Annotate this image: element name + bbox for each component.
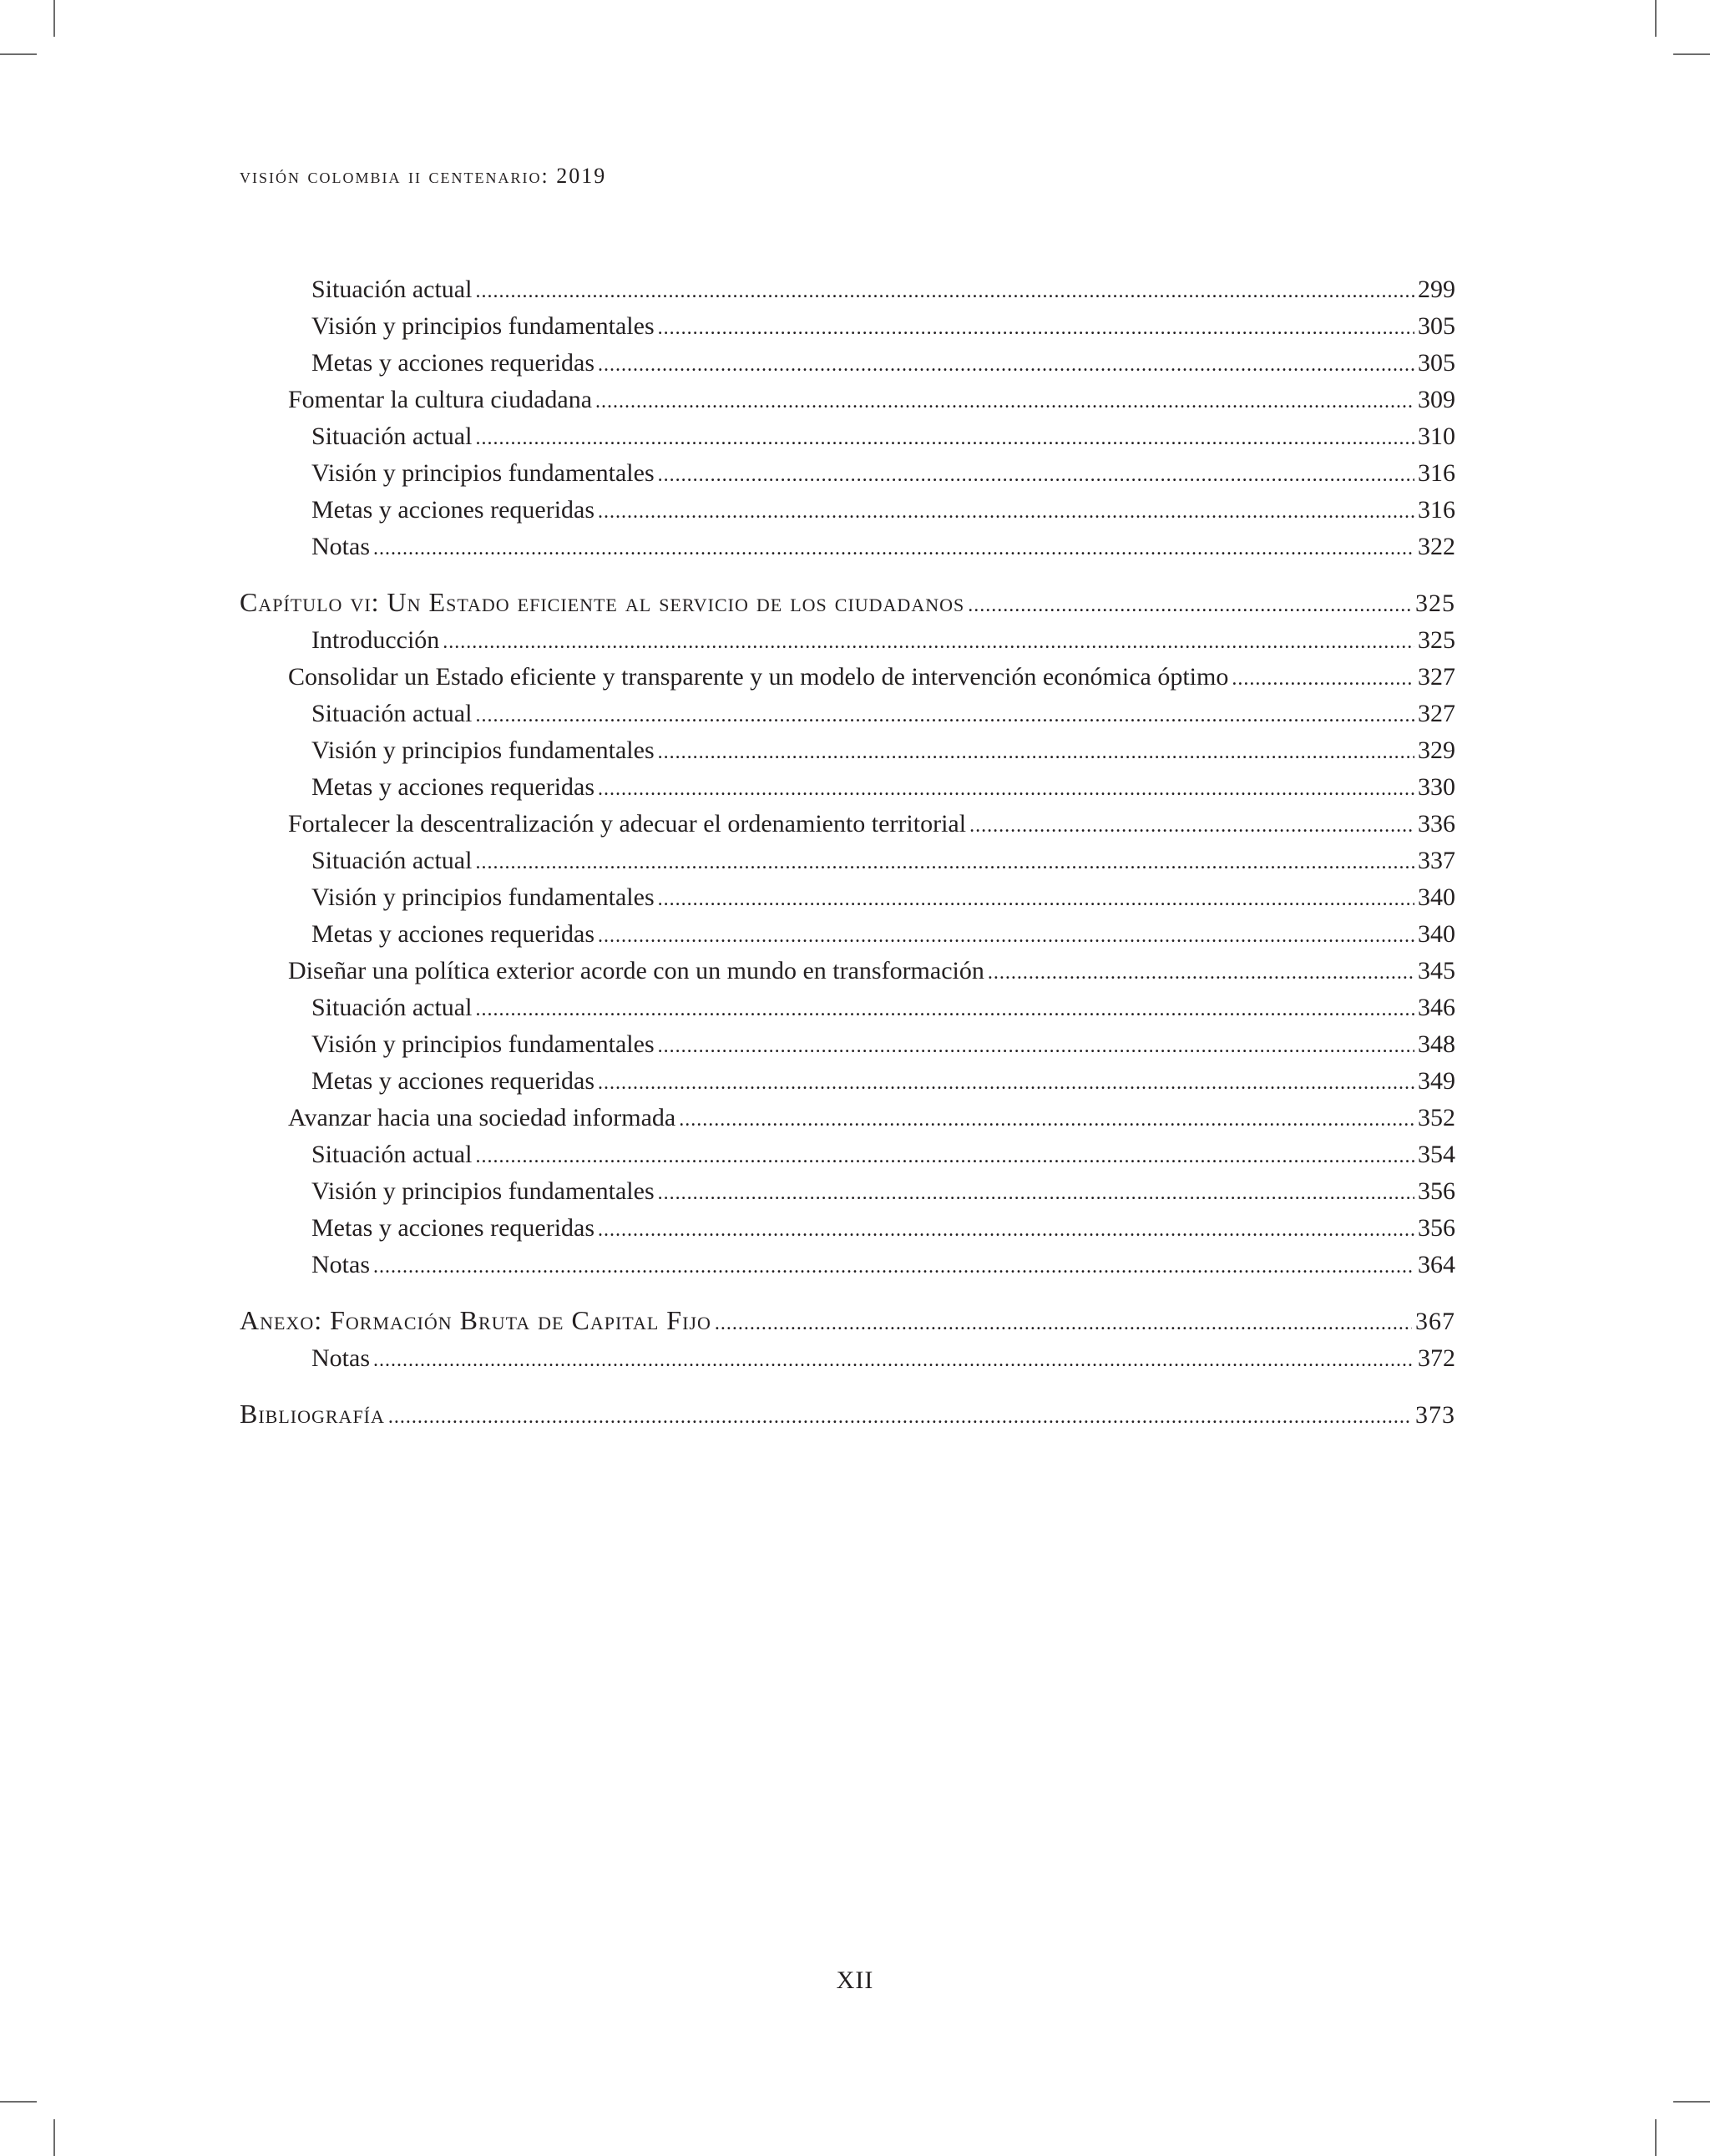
dot-leader: [988, 955, 1414, 990]
toc-entry[interactable]: [240, 529, 1455, 566]
toc-entry-title: Situación actual: [311, 700, 473, 727]
toc-entry-title: Avanzar hacia una sociedad informada: [288, 1104, 676, 1131]
crop-mark-bottom-left-vertical: [53, 2119, 55, 2156]
crop-mark-top-right-vertical: [1655, 0, 1657, 37]
toc-entry-page: 309: [1418, 386, 1455, 413]
toc-entry[interactable]: [240, 1396, 1455, 1435]
crop-mark-top-left-horizontal: [0, 53, 37, 55]
toc-entry[interactable]: [240, 880, 1455, 917]
dot-leader: [658, 735, 1414, 770]
toc-entry-title: Visión y principios fundamentales: [311, 1030, 655, 1058]
toc-entry[interactable]: [240, 917, 1455, 954]
toc-entry[interactable]: [240, 382, 1455, 419]
toc-entry-page: 372: [1418, 1344, 1455, 1372]
dot-leader: [475, 421, 1414, 456]
crop-mark-bottom-left-horizontal: [0, 2101, 37, 2103]
toc-entry-title: Bibliografía: [240, 1399, 385, 1429]
toc-entry[interactable]: [240, 1137, 1455, 1174]
toc-entry[interactable]: [240, 623, 1455, 660]
toc-entry[interactable]: [240, 843, 1455, 880]
dot-leader: [388, 1399, 1412, 1435]
toc-entry-title: Capítulo vi: Un Estado eficiente al servicio de los ciudadanos: [240, 587, 965, 617]
dot-leader: [373, 531, 1414, 566]
toc-entry-page: 367: [1415, 1308, 1455, 1335]
toc-entry[interactable]: [240, 1211, 1455, 1248]
toc-entry-page: 310: [1418, 423, 1455, 450]
toc-entry-page: 337: [1418, 847, 1455, 874]
toc-entry[interactable]: [240, 660, 1455, 696]
toc-entry[interactable]: [240, 309, 1455, 346]
toc-entry-title: Situación actual: [311, 1141, 473, 1168]
toc-entry-title: Metas y acciones requeridas: [311, 496, 595, 524]
toc-entry[interactable]: [240, 456, 1455, 493]
toc-entry-title: Situación actual: [311, 423, 473, 450]
dot-leader: [443, 625, 1414, 660]
dot-leader: [475, 845, 1414, 880]
toc-entry-title: Visión y principios fundamentales: [311, 736, 655, 764]
toc-entry[interactable]: [240, 1064, 1455, 1101]
toc-entry-page: 349: [1418, 1067, 1455, 1095]
toc-entry-title: Metas y acciones requeridas: [311, 1214, 595, 1242]
toc-entry-title: Fomentar la cultura ciudadana: [288, 386, 593, 413]
toc-entry-page: 327: [1418, 663, 1455, 691]
toc-entry-page: 340: [1418, 883, 1455, 911]
toc-entry-page: 316: [1418, 459, 1455, 487]
dot-leader: [598, 347, 1414, 382]
dot-leader: [715, 1306, 1412, 1341]
dot-leader: [598, 1065, 1414, 1101]
toc-entry[interactable]: [240, 1341, 1455, 1378]
crop-mark-bottom-right-horizontal: [1673, 2101, 1710, 2103]
dot-leader: [595, 384, 1414, 419]
toc-entry-title: Anexo: Formación Bruta de Capital Fijo: [240, 1305, 711, 1335]
dot-leader: [598, 1212, 1414, 1248]
dot-leader: [658, 1029, 1414, 1064]
toc-entry[interactable]: [240, 1027, 1455, 1064]
toc-entry[interactable]: [240, 1248, 1455, 1284]
toc-entry-title: Notas: [311, 1344, 370, 1372]
dot-leader: [598, 772, 1414, 807]
toc-entry-page: 354: [1418, 1141, 1455, 1168]
dot-leader: [658, 458, 1414, 493]
toc-entry-page: 330: [1418, 773, 1455, 801]
toc-entry-page: 356: [1418, 1214, 1455, 1242]
toc-entry-page: 299: [1418, 276, 1455, 303]
toc-entry-title: Visión y principios fundamentales: [311, 312, 655, 340]
toc-entry-page: 329: [1418, 736, 1455, 764]
dot-leader: [373, 1343, 1414, 1378]
toc-entry-page: 305: [1418, 312, 1455, 340]
toc-entry-title: Introducción: [311, 626, 440, 654]
toc-entry-page: 322: [1418, 533, 1455, 560]
toc-entry-title: Fortalecer la descentralización y adecuar el ordenamiento territorial: [288, 810, 967, 838]
toc-entry-title: Metas y acciones requeridas: [311, 1067, 595, 1095]
toc-entry[interactable]: [240, 770, 1455, 807]
toc-entry-page: 327: [1418, 700, 1455, 727]
toc-entry[interactable]: [240, 419, 1455, 456]
dot-leader: [475, 274, 1414, 309]
toc-entry[interactable]: [240, 733, 1455, 770]
crop-mark-bottom-right-vertical: [1655, 2119, 1657, 2156]
toc-entry-title: Situación actual: [311, 847, 473, 874]
dot-leader: [598, 494, 1414, 529]
dot-leader: [658, 1176, 1414, 1211]
dot-leader: [1232, 661, 1414, 696]
toc-entry-title: Metas y acciones requeridas: [311, 920, 595, 948]
toc-entry-title: Notas: [311, 533, 370, 560]
toc-entry-title: Visión y principios fundamentales: [311, 883, 655, 911]
dot-leader: [658, 882, 1414, 917]
toc-entry-page: 356: [1418, 1177, 1455, 1205]
toc-entry-page: 325: [1418, 626, 1455, 654]
toc-entry-title: Consolidar un Estado eficiente y transparente y un modelo de intervención económica óptimo: [288, 663, 1229, 691]
toc-entry-page: 373: [1415, 1401, 1455, 1429]
toc-entry[interactable]: [240, 585, 1455, 623]
toc-entry[interactable]: [240, 990, 1455, 1027]
toc-entry[interactable]: [240, 1174, 1455, 1211]
running-head: visión colombia ii centenario: 2019: [240, 164, 607, 188]
dot-leader: [475, 698, 1414, 733]
toc-entry-page: 346: [1418, 994, 1455, 1021]
toc-entry-page: 345: [1418, 957, 1455, 984]
crop-mark-top-right-horizontal: [1673, 53, 1710, 55]
dot-leader: [475, 992, 1414, 1027]
toc-entry-page: 348: [1418, 1030, 1455, 1058]
toc-entry[interactable]: [240, 1303, 1455, 1341]
toc-entry[interactable]: [240, 346, 1455, 382]
dot-leader: [679, 1102, 1414, 1137]
toc-entry[interactable]: [240, 807, 1455, 843]
dot-leader: [658, 311, 1414, 346]
toc-entry-page: 364: [1418, 1251, 1455, 1278]
toc-entry-page: 340: [1418, 920, 1455, 948]
toc-entry[interactable]: [240, 954, 1455, 990]
toc-entry[interactable]: [240, 493, 1455, 529]
dot-leader: [598, 919, 1414, 954]
toc-entry-title: Situación actual: [311, 994, 473, 1021]
crop-mark-top-left-vertical: [53, 0, 55, 37]
toc-entry-page: 316: [1418, 496, 1455, 524]
toc-entry-title: Diseñar una política exterior acorde con un mundo en transformación: [288, 957, 984, 984]
dot-leader: [475, 1139, 1414, 1174]
toc-entry-title: Visión y principios fundamentales: [311, 1177, 655, 1205]
dot-leader: [373, 1249, 1414, 1284]
toc-entry[interactable]: [240, 272, 1455, 309]
toc-entry-title: Visión y principios fundamentales: [311, 459, 655, 487]
toc-entry[interactable]: [240, 1101, 1455, 1137]
table-of-contents: [240, 272, 1455, 1435]
toc-entry-title: Notas: [311, 1251, 370, 1278]
toc-entry-title: Metas y acciones requeridas: [311, 349, 595, 377]
dot-leader: [969, 808, 1414, 843]
toc-entry-page: 352: [1418, 1104, 1455, 1131]
toc-entry-page: 325: [1415, 590, 1455, 617]
toc-entry-title: Metas y acciones requeridas: [311, 773, 595, 801]
toc-entry-page: 336: [1418, 810, 1455, 838]
toc-entry-title: Situación actual: [311, 276, 473, 303]
toc-entry[interactable]: [240, 696, 1455, 733]
page-number: XII: [836, 1966, 874, 1994]
toc-entry-page: 305: [1418, 349, 1455, 377]
dot-leader: [968, 588, 1412, 623]
